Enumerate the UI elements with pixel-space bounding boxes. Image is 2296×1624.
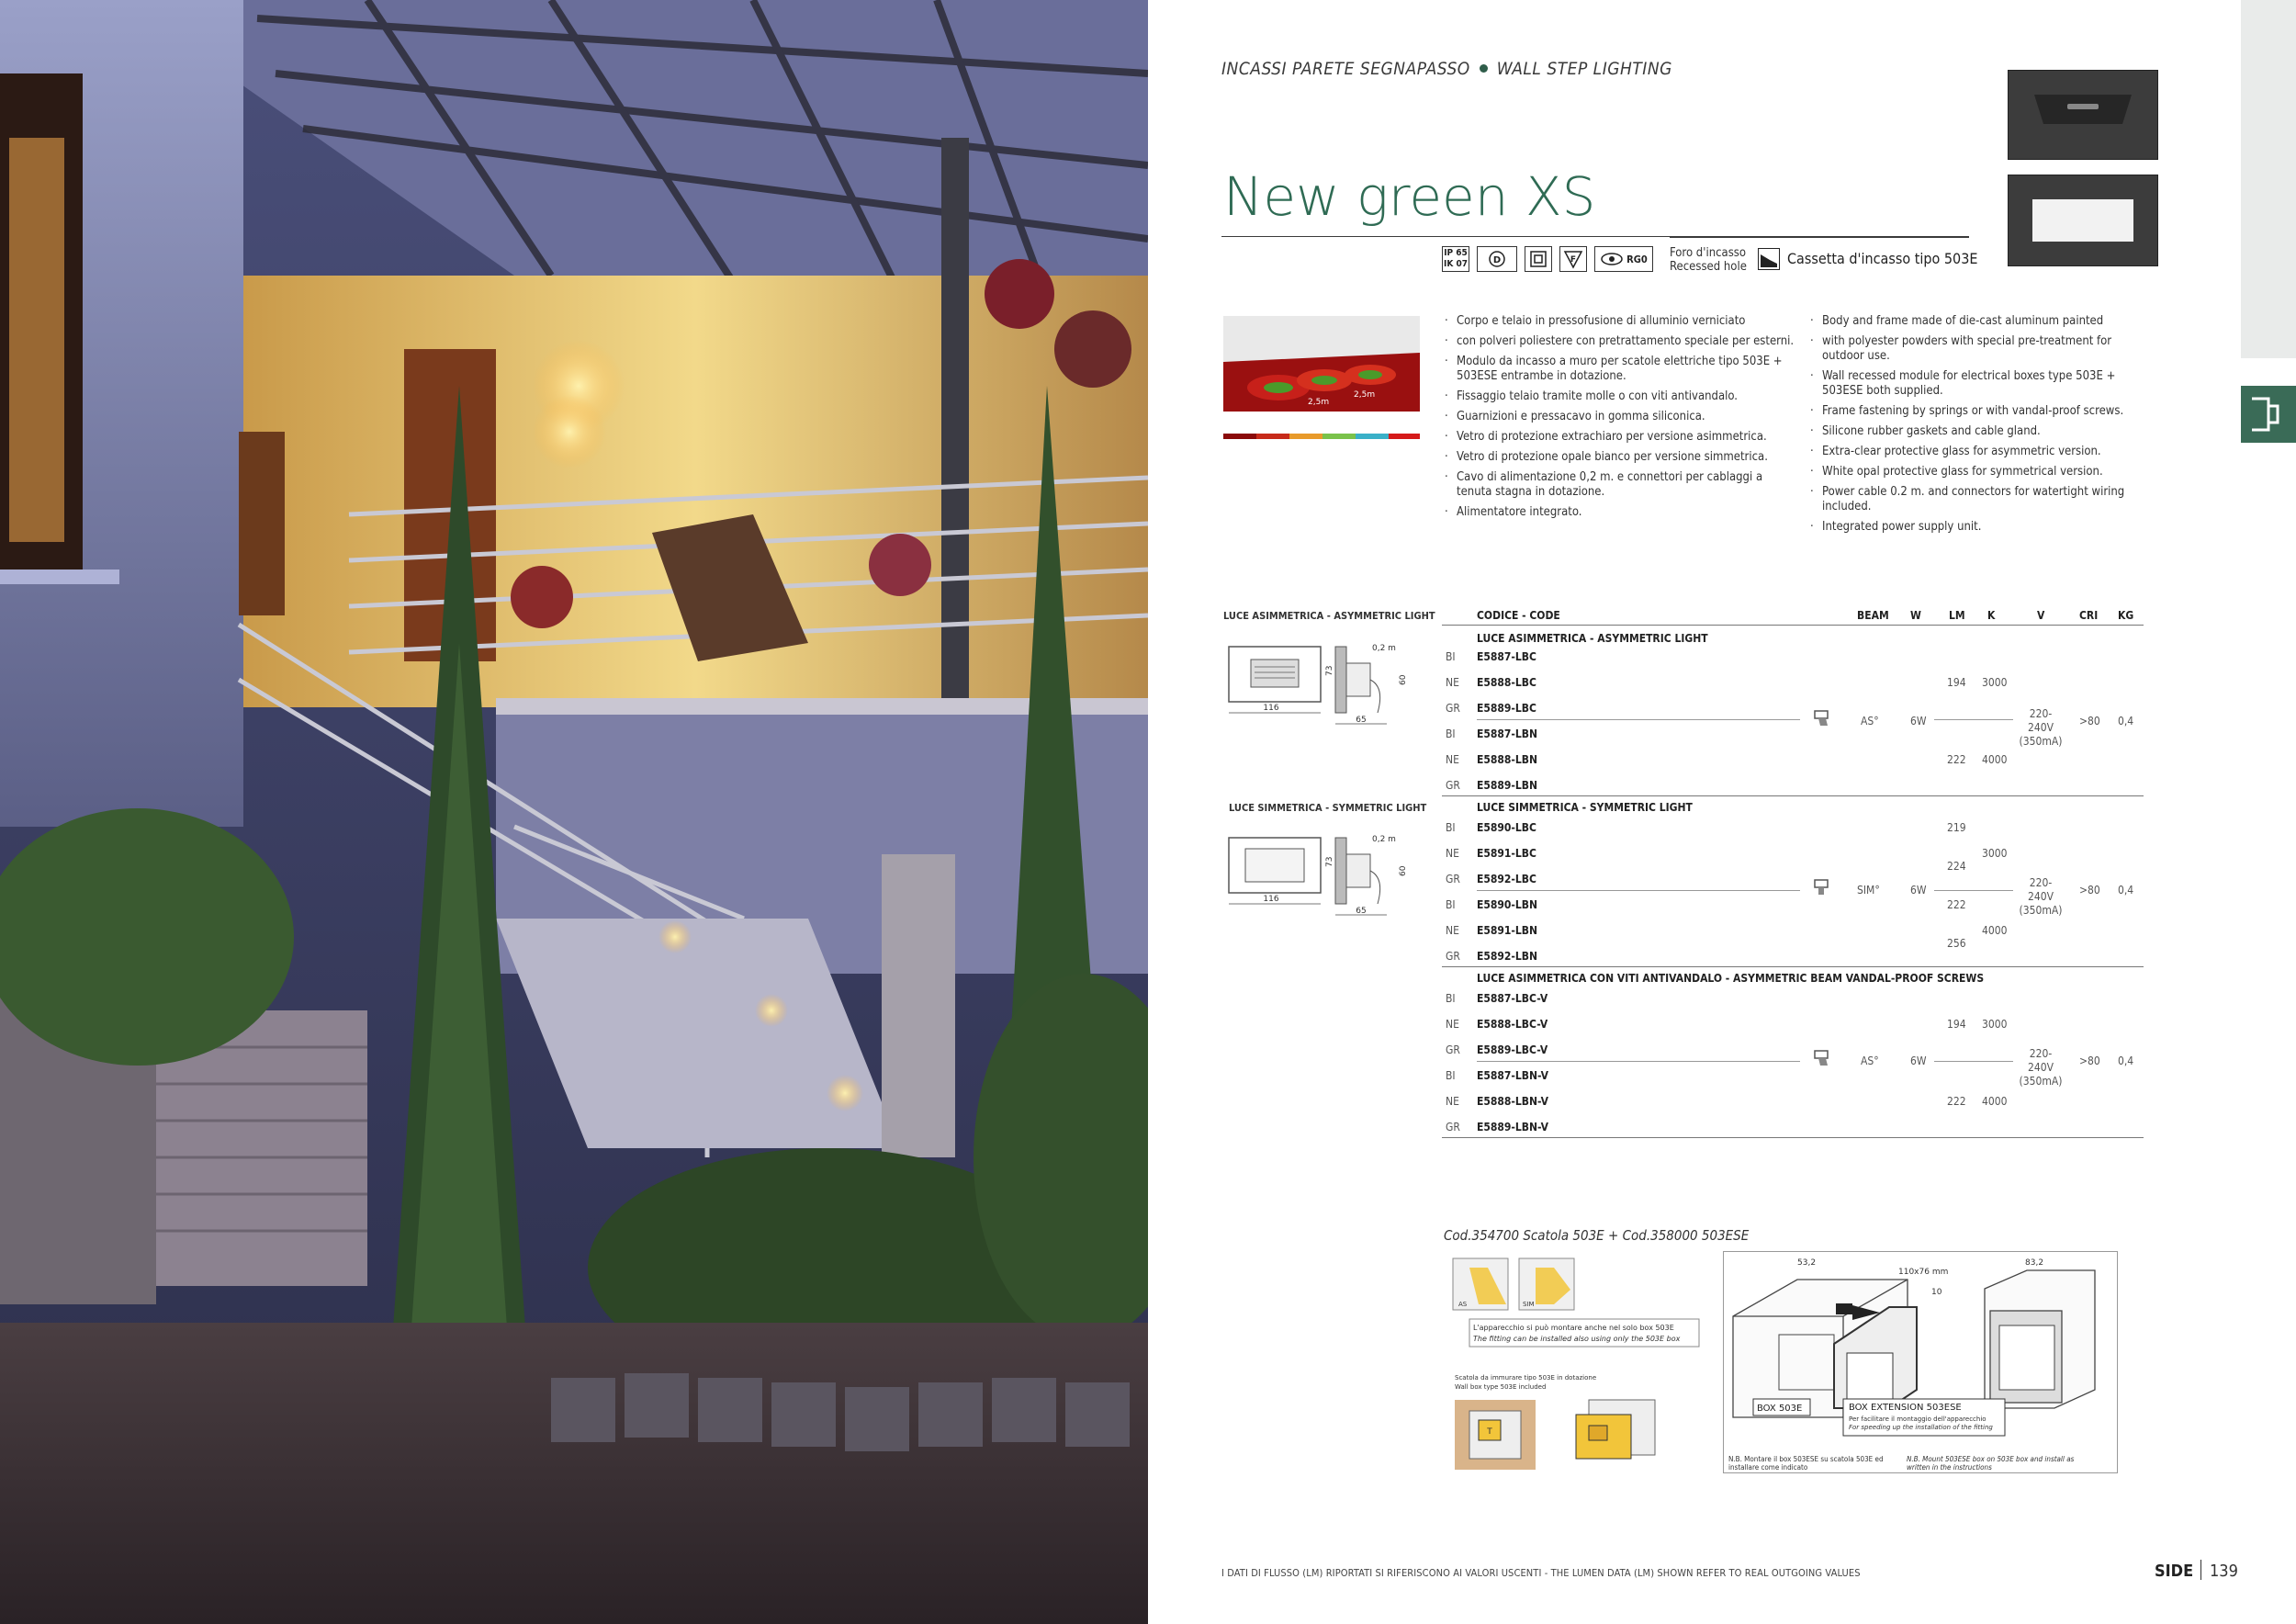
row-code: E5888-LBC-V	[1477, 1018, 1548, 1031]
dim-depth: 60	[1399, 865, 1408, 876]
group-split-line	[1477, 890, 1800, 891]
f-mark-icon	[1559, 246, 1587, 272]
dim-depth: 60	[1399, 674, 1408, 685]
row-color: BI	[1446, 1069, 1456, 1082]
header-lm: LM	[1949, 609, 1965, 622]
description-italian	[1442, 314, 1800, 525]
watt-value: 6W	[1910, 1054, 1927, 1067]
desc-it-item: · Vetro di protezione extrachiaro per versione asimmetrica.	[1442, 430, 1800, 445]
kelvin-value: 4000	[1982, 1095, 2008, 1108]
lumen-value: 194	[1947, 1018, 1966, 1031]
row-color: NE	[1446, 1018, 1459, 1031]
desc-en-item: · with polyester powders with special pre-treatment for outdoor use.	[1807, 334, 2147, 364]
photobiological-rg0-icon	[1594, 246, 1653, 272]
kelvin-value: 3000	[1982, 676, 2008, 689]
beam-distance-2: 2,5m	[1354, 390, 1376, 400]
installation-notes-diagram	[1451, 1253, 1732, 1473]
kg-value: 0,4	[2118, 884, 2134, 897]
dim-width: 116	[1263, 704, 1279, 713]
symmetric-technical-drawing	[1225, 830, 1418, 926]
driver-icon	[1477, 246, 1517, 272]
nb-note-en: N.B. Mount 503ESE box on 503E box and install as written in the instructions	[1907, 1455, 2075, 1472]
asymmetric-beam-icon	[1813, 1049, 1831, 1073]
category-tab-icon	[2241, 386, 2296, 443]
voltage-value: 220-240V (350mA)	[2019, 876, 2063, 917]
header-beam: BEAM	[1857, 609, 1889, 622]
mini-label-t: T	[1487, 1427, 1492, 1437]
group-divider	[1442, 966, 2144, 967]
group-split-line	[1934, 890, 2013, 891]
row-color: NE	[1446, 924, 1459, 937]
voltage-value: 220-240V (350mA)	[2019, 1047, 2063, 1088]
desc-it-item: · Guarnizioni e pressacavo in gomma siliconica.	[1442, 410, 1800, 424]
class-ii-icon	[1525, 246, 1552, 272]
row-code: E5888-LBC	[1477, 676, 1536, 689]
dim-cable: 0,2 m	[1372, 644, 1396, 653]
dim-cable: 0,2 m	[1372, 835, 1396, 844]
row-color: GR	[1446, 779, 1460, 792]
lumen-value: 256	[1947, 937, 1966, 950]
icons-divider	[1670, 237, 1969, 238]
install-note-en: The fitting can be installed also using only the 503E box	[1473, 1335, 1681, 1343]
lumen-value: 222	[1947, 898, 1966, 911]
desc-it-item: · Alimentatore integrato.	[1442, 505, 1800, 520]
row-color: NE	[1446, 753, 1459, 766]
header-cri: CRI	[2079, 609, 2099, 622]
row-color: BI	[1446, 821, 1456, 834]
row-color: GR	[1446, 1121, 1460, 1133]
row-code: E5892-LBN	[1477, 950, 1538, 963]
section-title-en: WALL STEP LIGHTING	[1496, 59, 1672, 79]
kg-value: 0,4	[2118, 1054, 2134, 1067]
dim-length: 65	[1356, 907, 1367, 916]
desc-it-item: · con polveri poliestere con pretrattamento speciale per esterni.	[1442, 334, 1800, 349]
header-kg: KG	[2118, 609, 2134, 622]
lumen-value: 224	[1947, 860, 1966, 873]
row-code: E5890-LBN	[1477, 898, 1538, 911]
ip-rating: IP 65	[1444, 248, 1468, 258]
desc-it-item: · Corpo e telaio in pressofusione di alluminio verniciato	[1442, 314, 1800, 329]
box-note-it: Scatola da immurare tipo 503E in dotazione	[1455, 1374, 1597, 1382]
group-divider	[1442, 795, 2144, 796]
recessed-box-icon	[1758, 248, 1780, 270]
voltage-value: 220-240V (350mA)	[2019, 707, 2063, 748]
desc-en-item: · White opal protective glass for symmetrical version.	[1807, 465, 2147, 479]
dim-label: 83,2	[2025, 1258, 2044, 1268]
symmetric-drawing-label: LUCE SIMMETRICA - SYMMETRIC LIGHT	[1229, 802, 1427, 814]
ip-ik-rating-icon	[1442, 246, 1469, 272]
product-thumbnail-symmetric	[2008, 175, 2158, 266]
lumen-value: 222	[1947, 1095, 1966, 1108]
side-tab	[2241, 0, 2296, 358]
dim-label: 53,2	[1797, 1258, 1817, 1268]
desc-it-item: · Modulo da incasso a muro per scatole elettriche tipo 503E + 503ESE entrambe in dotazione.	[1442, 355, 1800, 384]
section-title-it: INCASSI PARETE SEGNAPASSO	[1221, 59, 1470, 79]
group-split-line	[1477, 1061, 1800, 1062]
mini-label-sim: SIM	[1523, 1301, 1535, 1308]
kelvin-value: 3000	[1982, 1018, 2008, 1031]
row-color: GR	[1446, 702, 1460, 715]
row-code: E5887-LBC-V	[1477, 992, 1548, 1005]
box-extension-label: BOX EXTENSION 503ESE	[1849, 1403, 1962, 1413]
beam-value: AS°	[1861, 715, 1879, 727]
desc-en-item: · Frame fastening by springs or with vandal-proof screws.	[1807, 404, 2147, 419]
certification-icons	[1442, 244, 1653, 274]
header-divider	[1442, 625, 2144, 626]
desc-en-item: · Integrated power supply unit.	[1807, 520, 2147, 535]
cri-value: >80	[2079, 1054, 2100, 1067]
row-code: E5888-LBN	[1477, 753, 1538, 766]
row-color: NE	[1446, 676, 1459, 689]
group-split-line	[1934, 1061, 2013, 1062]
row-color: BI	[1446, 992, 1456, 1005]
brand-label: SIDE	[2155, 1562, 2194, 1581]
asymmetric-drawing-label: LUCE ASIMMETRICA - ASYMMETRIC LIGHT	[1223, 610, 1435, 622]
kelvin-value: 4000	[1982, 924, 2008, 937]
desc-en-item: · Power cable 0.2 m. and connectors for watertight wiring included.	[1807, 485, 2147, 514]
box-note-en: Wall box type 503E included	[1455, 1383, 1547, 1391]
recessed-hole-value: Cassetta d'incasso tipo 503E	[1787, 250, 1978, 267]
beam-distance-1: 2,5m	[1308, 398, 1330, 407]
dim-height: 73	[1325, 856, 1334, 867]
desc-en-item: · Silicone rubber gaskets and cable gland.	[1807, 424, 2147, 439]
row-code: E5888-LBN-V	[1477, 1095, 1549, 1108]
box-assembly-diagram	[1723, 1251, 2118, 1473]
bullet-dot-icon	[1480, 64, 1488, 73]
beam-value: AS°	[1861, 1054, 1879, 1067]
beam-value: SIM°	[1857, 884, 1880, 897]
row-code: E5889-LBC	[1477, 702, 1536, 715]
dim-label: 110x76 mm	[1898, 1268, 1949, 1277]
row-code: E5887-LBN	[1477, 727, 1538, 740]
lumen-value: 194	[1947, 676, 1966, 689]
ik-rating: IK 07	[1444, 259, 1468, 269]
group-split-line	[1934, 719, 2013, 720]
lumen-footnote: I DATI DI FLUSSO (LM) RIPORTATI SI RIFERISCONO AI VALORI USCENTI - THE LUMEN DATA (LM) SHOWN REFER TO REAL OUTGOING VALUES	[1221, 1567, 1861, 1579]
row-color: GR	[1446, 950, 1460, 963]
nb-note-it: N.B. Montare il box 503ESE su scatola 503E ed installare come indicato	[1728, 1455, 1884, 1472]
dim-width: 116	[1263, 895, 1279, 904]
row-color: NE	[1446, 1095, 1459, 1108]
kelvin-value: 4000	[1982, 753, 2008, 766]
description-english	[1807, 314, 2147, 540]
asymmetric-technical-drawing	[1225, 639, 1418, 735]
light-beam-diagram	[1223, 316, 1420, 441]
row-color: NE	[1446, 847, 1459, 860]
desc-en-item: · Extra-clear protective glass for asymmetric version.	[1807, 445, 2147, 459]
row-color: BI	[1446, 898, 1456, 911]
row-code: E5887-LBC	[1477, 650, 1536, 663]
asymmetric-beam-icon	[1813, 709, 1831, 733]
header-code: CODICE - CODE	[1477, 609, 1560, 622]
ext-note-it: Per facilitare il montaggio dell'apparecchio	[1849, 1415, 1986, 1423]
table-bottom-divider	[1442, 1137, 2144, 1138]
header-v: V	[2037, 609, 2045, 622]
f-letter: F	[1570, 255, 1577, 265]
row-code: E5889-LBN-V	[1477, 1121, 1549, 1133]
group-title-symmetric: LUCE SIMMETRICA - SYMMETRIC LIGHT	[1477, 801, 1693, 814]
lumen-value: 222	[1947, 753, 1966, 766]
desc-en-item: · Wall recessed module for electrical boxes type 503E + 503ESE both supplied.	[1807, 369, 2147, 399]
footer-divider	[2200, 1560, 2201, 1580]
desc-it-item: · Vetro di protezione opale bianco per versione simmetrica.	[1442, 450, 1800, 465]
row-color: GR	[1446, 1043, 1460, 1056]
kg-value: 0,4	[2118, 715, 2134, 727]
header-w: W	[1910, 609, 1921, 622]
cri-value: >80	[2079, 884, 2100, 897]
row-code: E5891-LBN	[1477, 924, 1538, 937]
dim-length: 65	[1356, 716, 1367, 725]
section-title	[1221, 59, 1672, 79]
kelvin-value: 3000	[1982, 847, 2008, 860]
watt-value: 6W	[1910, 884, 1927, 897]
recessed-hole-label	[1670, 246, 1747, 274]
header-k: K	[1987, 609, 1996, 622]
row-code: E5889-LBC-V	[1477, 1043, 1548, 1056]
mini-label-as: AS	[1458, 1301, 1468, 1308]
row-color: BI	[1446, 650, 1456, 663]
lumen-value: 219	[1947, 821, 1966, 834]
row-code: E5890-LBC	[1477, 821, 1536, 834]
recessed-hole-label-en: Recessed hole	[1670, 260, 1747, 274]
page-number: 139	[2210, 1562, 2238, 1581]
product-thumbnail-asymmetric	[2008, 70, 2158, 160]
desc-en-item: · Body and frame made of die-cast aluminum painted	[1807, 314, 2147, 329]
group-split-line	[1477, 719, 1800, 720]
row-code: E5889-LBN	[1477, 779, 1538, 792]
recessed-hole-label-it: Foro d'incasso	[1670, 246, 1747, 260]
dim-label: 10	[1931, 1288, 1942, 1297]
install-note-it: L'apparecchio si può montare anche nel solo box 503E	[1473, 1324, 1674, 1332]
symmetric-beam-icon	[1813, 878, 1831, 902]
group-title-asymmetric: LUCE ASIMMETRICA - ASYMMETRIC LIGHT	[1477, 632, 1708, 645]
row-code: E5891-LBC	[1477, 847, 1536, 860]
rg0-label: RG0	[1626, 253, 1648, 265]
ext-note-en: For speeding up the installation of the fitting	[1849, 1424, 1993, 1431]
row-color: GR	[1446, 873, 1460, 885]
group-title-vandal-proof: LUCE ASIMMETRICA CON VITI ANTIVANDALO - ASYMMETRIC BEAM VANDAL-PROOF SCREWS	[1477, 972, 1985, 985]
row-code: E5892-LBC	[1477, 873, 1536, 885]
row-code: E5887-LBN-V	[1477, 1069, 1549, 1082]
watt-value: 6W	[1910, 715, 1927, 727]
driver-letter: D	[1492, 255, 1502, 265]
box-503e-label: BOX 503E	[1757, 1404, 1803, 1414]
dim-height: 73	[1325, 665, 1334, 676]
desc-it-item: · Cavo di alimentazione 0,2 m. e connettori per cablaggi a tenuta stagna in dotazione.	[1442, 470, 1800, 500]
desc-it-item: · Fissaggio telaio tramite molle o con viti antivandalo.	[1442, 389, 1800, 404]
installation-caption: Cod.354700 Scatola 503E + Cod.358000 503ESE	[1444, 1227, 1750, 1244]
row-color: BI	[1446, 727, 1456, 740]
cri-value: >80	[2079, 715, 2100, 727]
product-name: New green XS	[1223, 165, 1596, 228]
